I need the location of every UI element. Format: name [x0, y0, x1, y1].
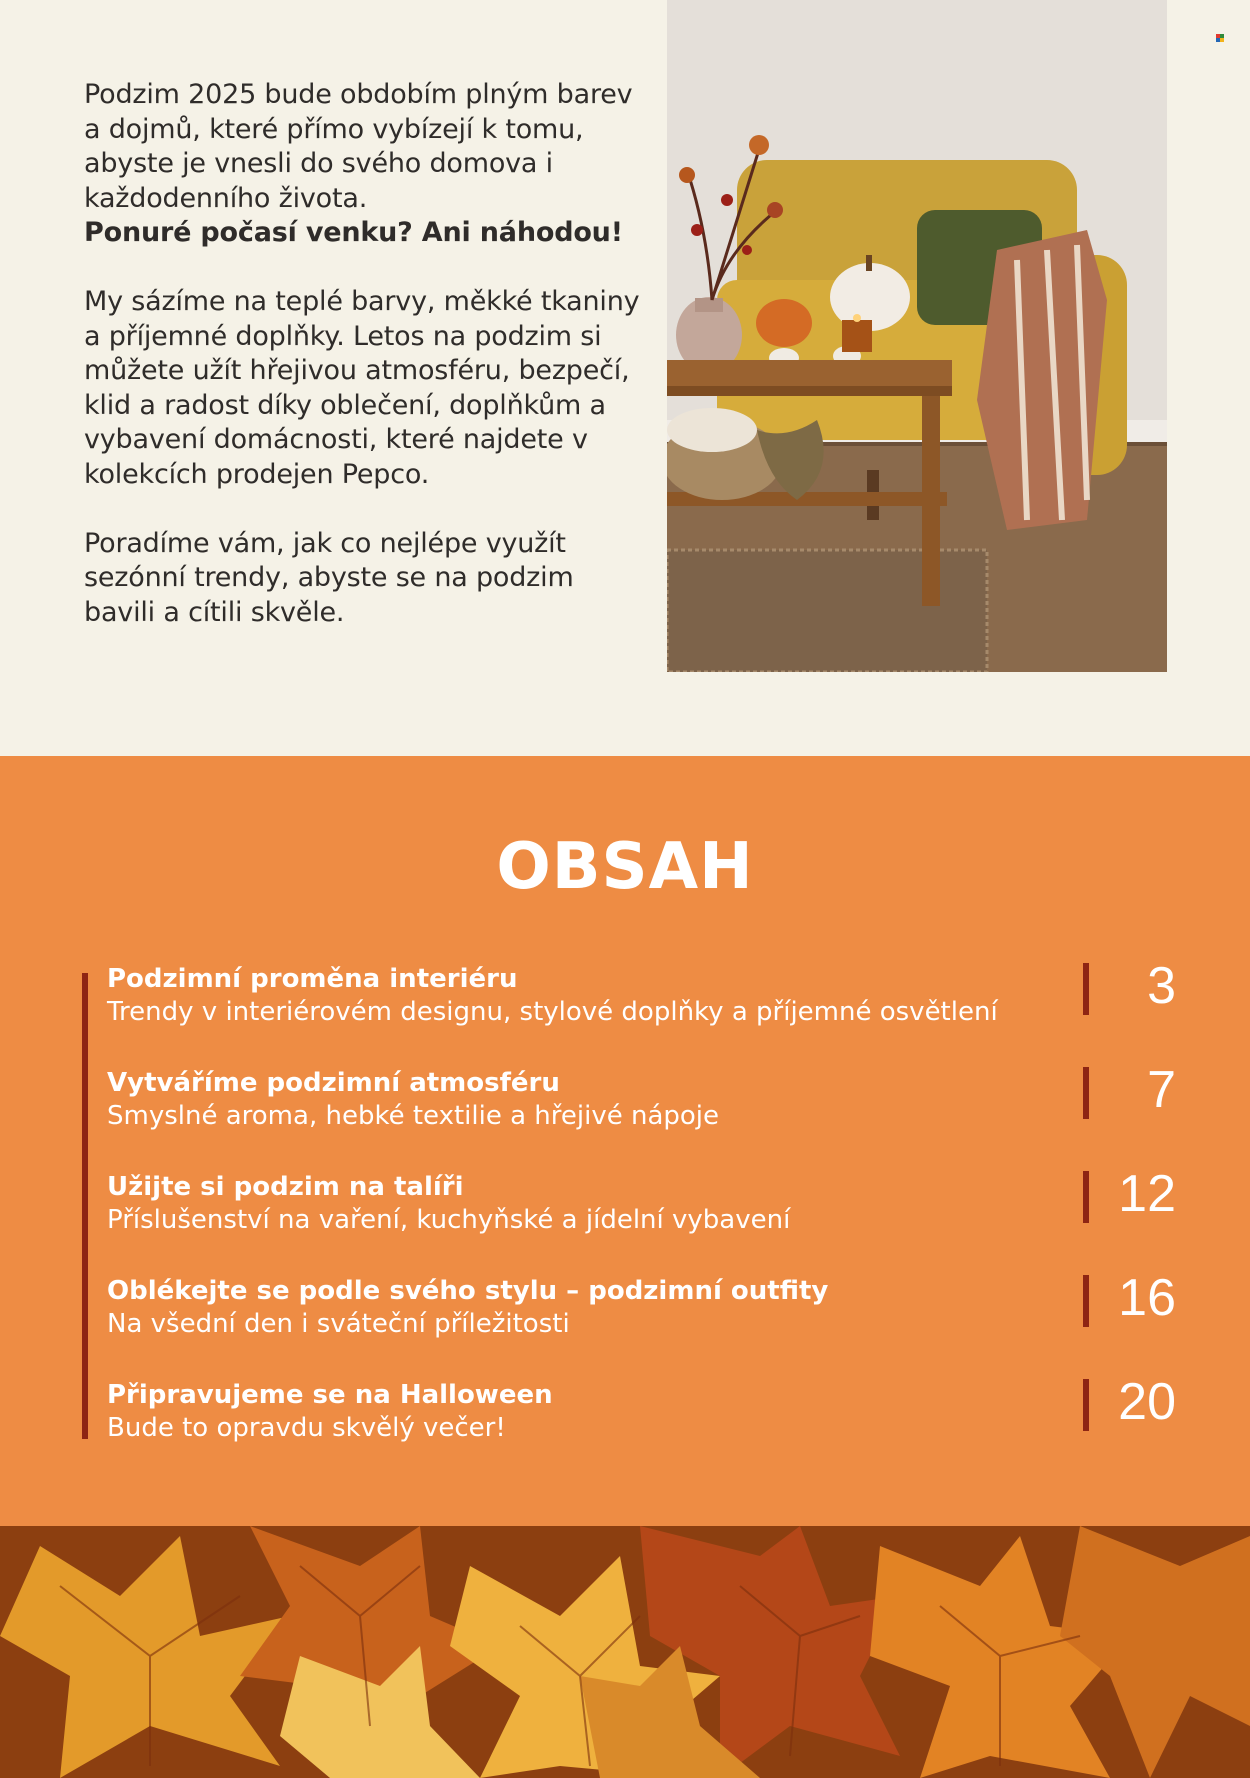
- toc-item-page-number: 16: [1118, 1269, 1176, 1327]
- intro-paragraph-1-text: Podzim 2025 bude obdobím plným barev a dojmů, které přímo vybízejí k tomu, abyste je vnesli do svého domova i každodenního života.: [84, 79, 633, 214]
- toc-item-divider: [1083, 1067, 1089, 1119]
- intro-paragraph-1: [84, 78, 644, 251]
- toc-item-divider: [1083, 1275, 1089, 1327]
- toc-item-divider: [1083, 1379, 1089, 1431]
- toc-item[interactable]: [107, 957, 1176, 1027]
- toc-item-title: Vytváříme podzimní atmosféru: [107, 1068, 560, 1098]
- toc-item-divider: [1083, 963, 1089, 1015]
- toc-item-subtitle: Smyslné aroma, hebké textilie a hřejivé nápoje: [107, 1101, 720, 1131]
- intro-text: [84, 78, 644, 664]
- toc-item-page-number: 20: [1118, 1373, 1176, 1431]
- toc-item-subtitle: Trendy v interiérovém designu, stylové doplňky a příjemné osvětlení: [107, 997, 998, 1027]
- autumn-living-room-photo: [667, 0, 1167, 672]
- toc-item[interactable]: [107, 1061, 1176, 1131]
- toc-left-rail: [82, 973, 88, 1439]
- toc-item-title: Podzimní proměna interiéru: [107, 964, 518, 994]
- toc-item-page-number: 12: [1118, 1165, 1176, 1223]
- toc-item-divider: [1083, 1171, 1089, 1223]
- intro-paragraph-1-bold: Ponuré počasí venku? Ani náhodou!: [84, 217, 623, 249]
- toc-item[interactable]: [107, 1165, 1176, 1235]
- toc-item-subtitle: Na všední den i sváteční příležitosti: [107, 1309, 570, 1339]
- toc-item[interactable]: [107, 1269, 1176, 1339]
- toc-heading: OBSAH: [496, 830, 754, 904]
- toc-item-subtitle: Bude to opravdu skvělý večer!: [107, 1413, 506, 1443]
- toc-item-title: Oblékejte se podle svého stylu – podzimní outfity: [107, 1276, 829, 1306]
- table-of-contents: [0, 756, 1250, 1526]
- brand-mark-icon: [1216, 34, 1224, 42]
- toc-item-subtitle: Příslušenství na vaření, kuchyňské a jídelní vybavení: [107, 1205, 791, 1235]
- toc-item-page-number: 3: [1147, 957, 1176, 1015]
- intro-section: [0, 0, 1250, 756]
- intro-paragraph-3: Poradíme vám, jak co nejlépe využít sezónní trendy, abyste se na podzim bavili a cítili skvěle.: [84, 527, 574, 628]
- toc-item-title: Užijte si podzim na talíři: [107, 1172, 464, 1202]
- autumn-leaves-photo: [0, 1526, 1250, 1778]
- toc-item-page-number: 7: [1147, 1061, 1176, 1119]
- toc-item-title: Připravujeme se na Halloween: [107, 1380, 553, 1410]
- intro-paragraph-2: My sázíme na teplé barvy, měkké tkaniny a příjemné doplňky. Letos na podzim si můžete užít hřejivou atmosféru, bezpečí, klid a radost díky oblečení, doplňkům a vybavení domácnosti, které najdete v kolekcích prodejen Pepco.: [84, 285, 640, 490]
- toc-item[interactable]: [107, 1373, 1176, 1443]
